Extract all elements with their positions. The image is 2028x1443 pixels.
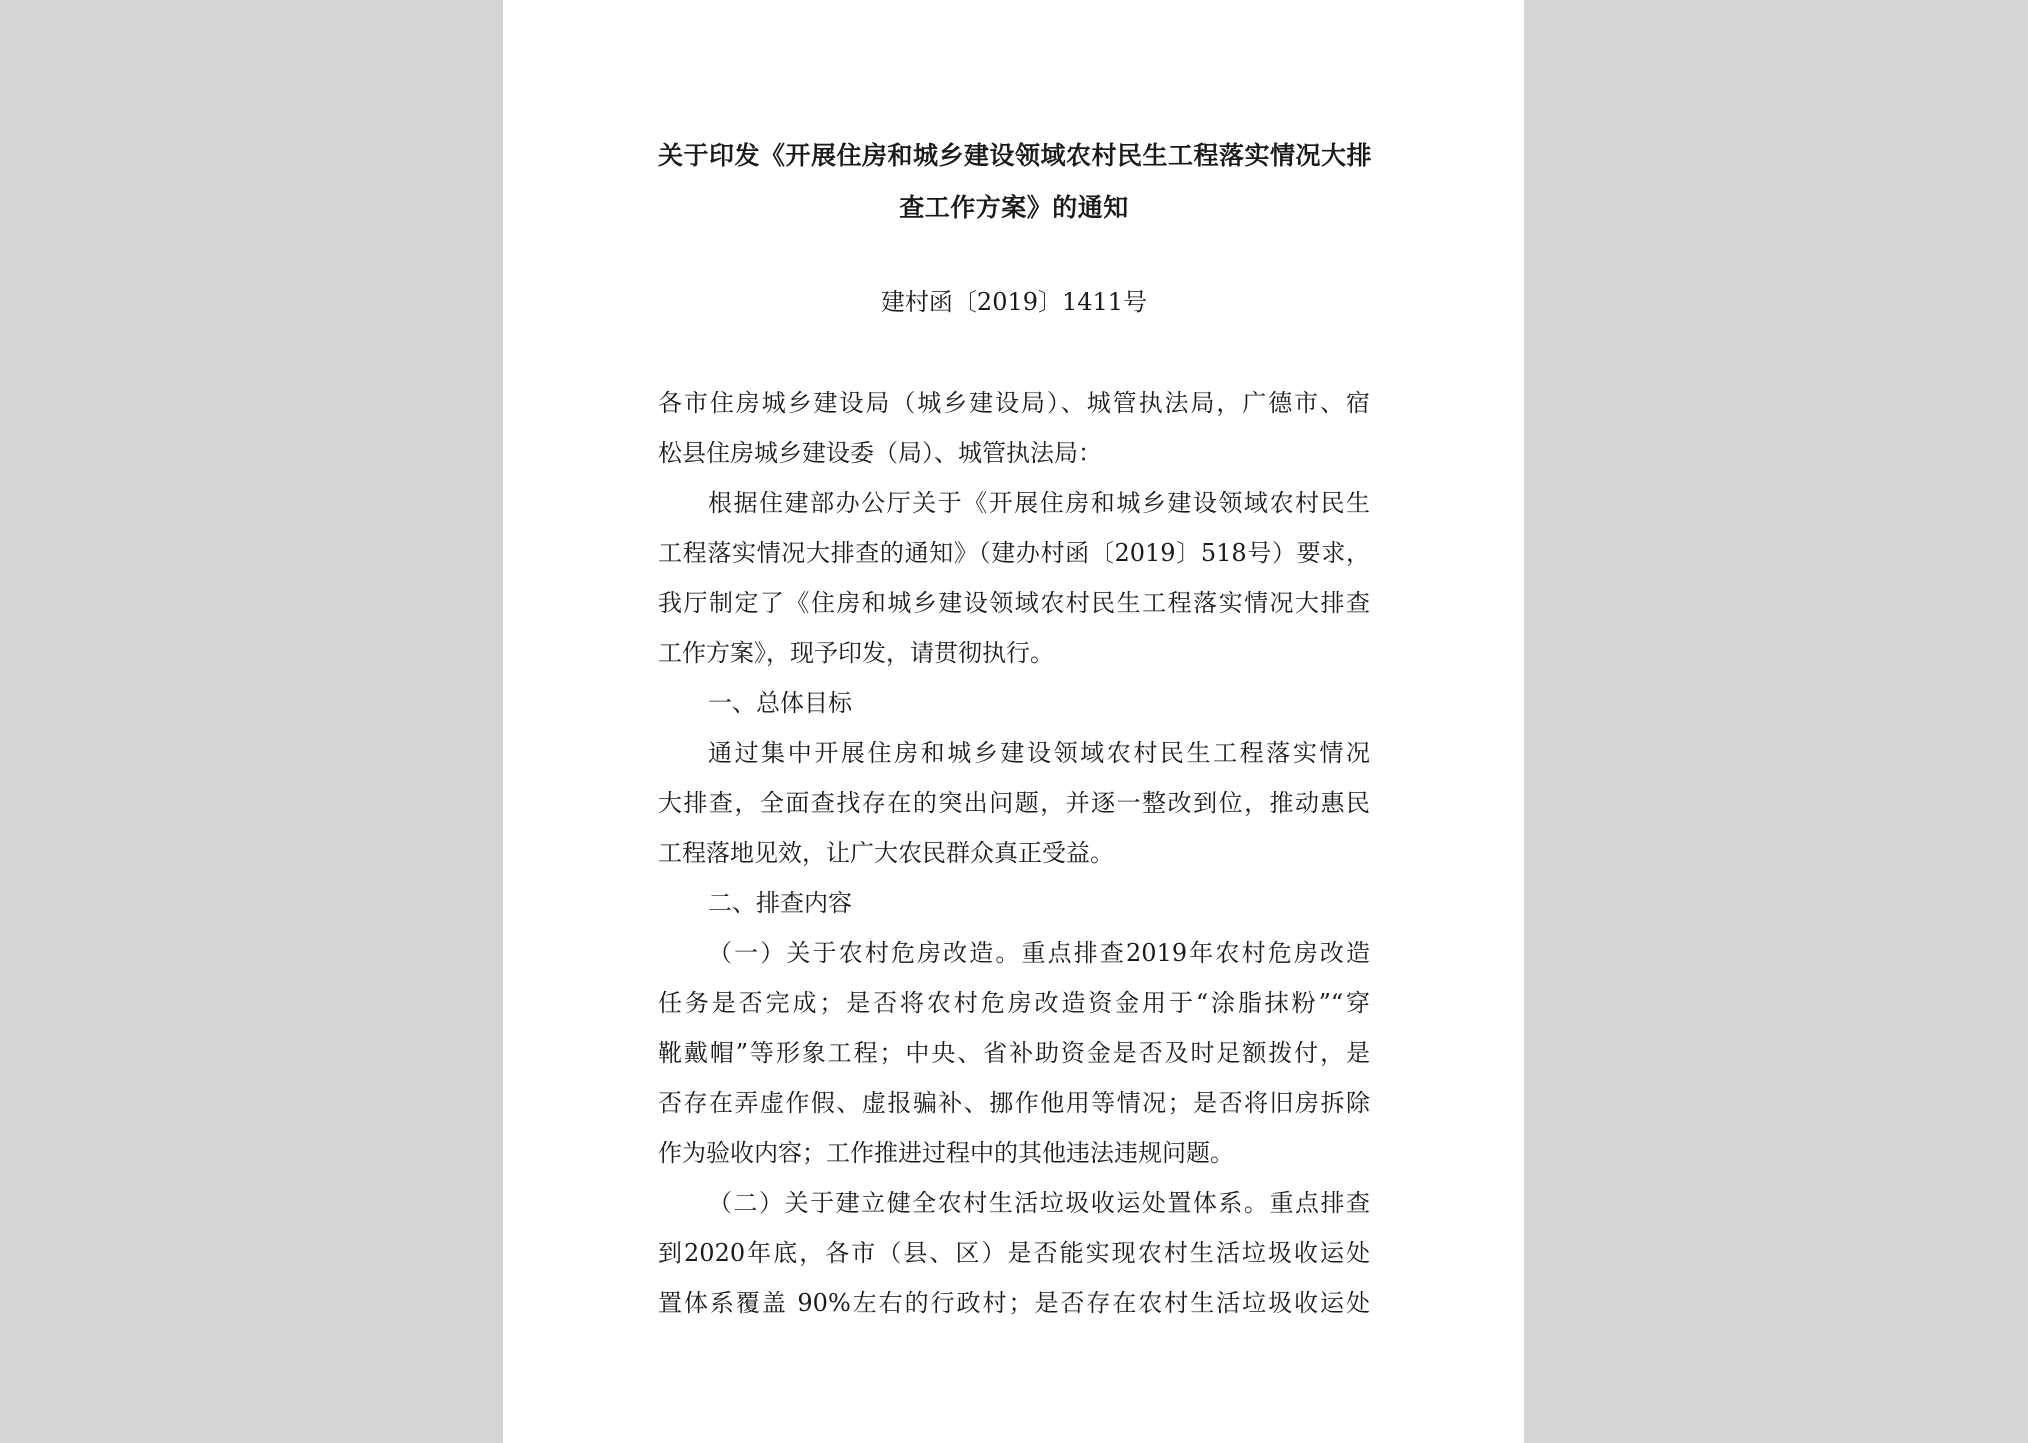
text-line: 任务是否完成；是否将农村危房改造资金用于“涂脂抹粉”“穿 [658,989,1370,1017]
text-line: 根据住建部办公厅关于《开展住房和城乡建设领域农村民生 [708,489,1370,517]
item-paragraph [658,928,1370,1178]
text-line: 到2020年底，各市（县、区）是否能实现农村生活垃圾收运处 [658,1239,1370,1267]
document-number: 建村函〔2019〕1411号 [880,288,1148,316]
intro-paragraph [658,478,1370,678]
document-page [503,0,1524,1443]
document-title [658,130,1373,234]
text-line: 工程落实情况大排查的通知》（建办村函〔2019〕518号）要求， [658,539,1370,567]
text-line: 置体系覆盖 90%左右的行政村；是否存在农村生活垃圾收运处 [658,1289,1370,1317]
text-line: 靴戴帽”等形象工程；中央、省补助资金是否及时足额拨付，是 [658,1039,1370,1067]
text-line: 一、总体目标 [708,689,852,717]
text-line: 工作方案》，现予印发，请贯彻执行。 [658,639,1054,667]
text-line: 作为验收内容；工作推进过程中的其他违法违规问题。 [658,1139,1234,1167]
text-line: （二）关于建立健全农村生活垃圾收运处置体系。重点排查 [708,1189,1370,1217]
title-line: 关于印发《开展住房和城乡建设领域农村民生工程落实情况大排 [658,141,1373,170]
text-line: 我厅制定了《住房和城乡建设领域农村民生工程落实情况大排查 [658,589,1370,617]
title-line: 查工作方案》的通知 [899,193,1129,222]
section-heading [658,678,1370,728]
text-line: 松县住房城乡建设委（局）、城管执法局： [658,439,1102,467]
text-line: 工程落地见效，让广大农民群众真正受益。 [658,839,1114,867]
document-body [658,378,1370,1328]
text-line: 通过集中开展住房和城乡建设领域农村民生工程落实情况 [708,739,1370,767]
section-heading [658,878,1370,928]
text-line: 各市住房城乡建设局（城乡建设局）、城管执法局，广德市、宿 [658,389,1370,417]
addressee-paragraph [658,378,1370,478]
goal-paragraph [658,728,1370,878]
text-line: 否存在弄虚作假、虚报骗补、挪作他用等情况；是否将旧房拆除 [658,1089,1370,1117]
text-line: 二、排查内容 [708,889,852,917]
text-line: 大排查，全面查找存在的突出问题，并逐一整改到位，推动惠民 [658,789,1370,817]
item-paragraph [658,1178,1370,1328]
text-line: （一）关于农村危房改造。重点排查2019年农村危房改造 [708,939,1370,967]
